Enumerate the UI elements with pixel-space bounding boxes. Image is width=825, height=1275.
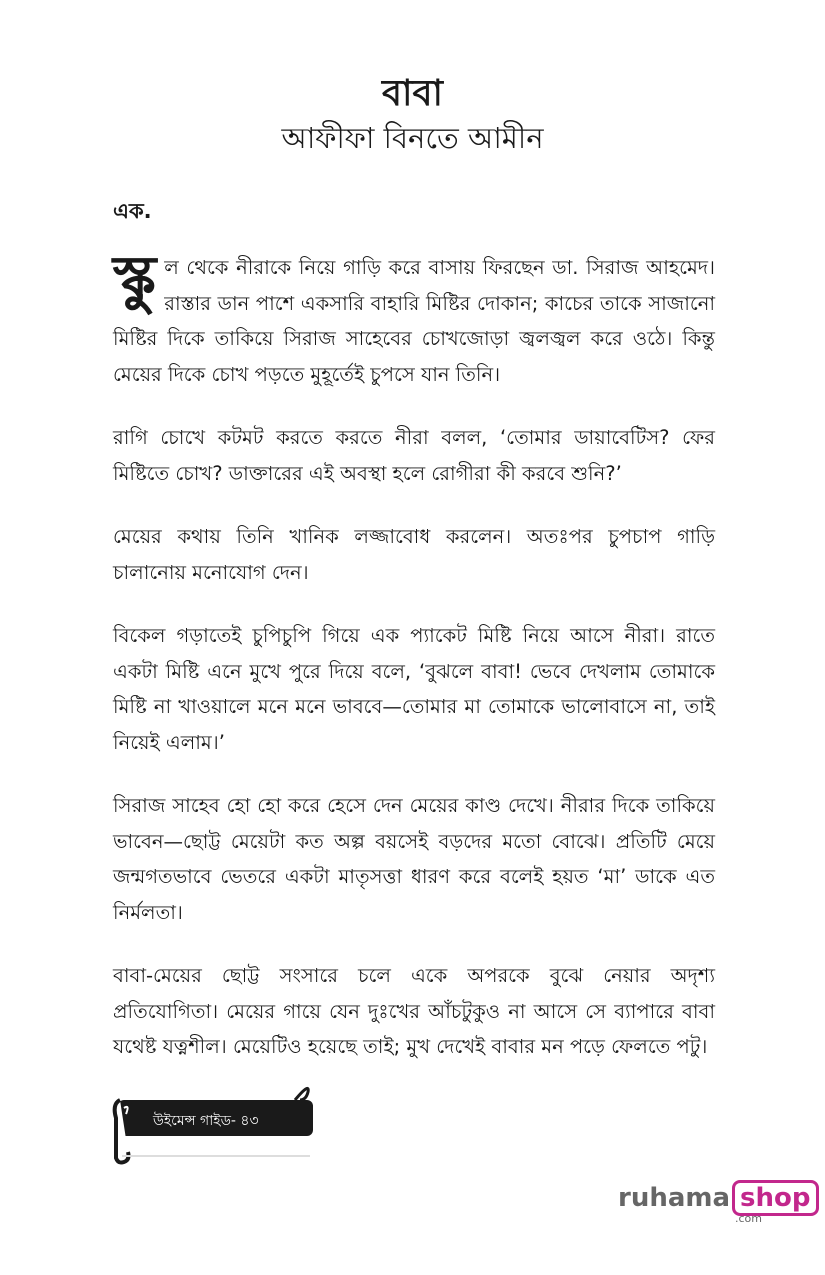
logo-text-shop: shop [732,1180,818,1216]
paragraph-3: মেয়ের কথায় তিনি খানিক লজ্জাবোধ করলেন। অতঃপর চুপচাপ গাড়ি চালানোয় মনোযোগ দেন। [113,525,715,584]
paragraph-4: বিকেল গড়াতেই চুপিচুপি গিয়ে এক প্যাকেট মিষ্টি নিয়ে আসে নীরা। রাতে একটা মিষ্টি এনে মুখে পুরে দিয়ে বলে, ‘বুঝলে বাবা! ভেবে দেখলাম তোমাকে মিষ্টি না খাওয়ালে মনে মনে ভাববে—তোমার মা তোমাকে ভালোবাসে না, তাই নিয়েই এলাম।’ [113,624,715,754]
ruhamashop-logo [618,1180,819,1220]
paragraph-5: সিরাজ সাহেব হো হো করে হেসে দেন মেয়ের কাণ্ড দেখে। নীরার দিকে তাকিয়ে ভাবেন—ছোট্ট মেয়েটা কত অল্প বয়সেই বড়দের মতো বোঝে। প্রতিটি মেয়ে জন্মগতভাবে ভেতরে একটা মাতৃসত্তা ধারণ করে বলেই হয়ত ‘মা’ ডাকে এত নির্মলতা। [113,794,715,924]
paragraph-2: রাগি চোখে কটমট করতে করতে নীরা বলল, ‘তোমার ডায়াবেটিস? ফের মিষ্টিতে চোখ? ডাক্তারের এই অবস্থা হলে রোগীরা কী করবে শুনি?’ [113,426,715,485]
drop-cap: স্কু [113,243,157,313]
logo-text-ruhama: ruhama [618,1183,731,1213]
footer-page-label: উইমেন্স গাইড- ৪৩ [153,1113,259,1129]
chapter-title: বাবা [382,73,443,114]
paragraph-6: বাবা-মেয়ের ছোট্ট সংসারে চলে একে অপরকে বুঝে নেয়ার অদৃশ্য প্রতিযোগিতা। মেয়ের গায়ে যেন দুঃখের আঁচটুকুও না আসে সে ব্যাপারে বাবা যথেষ্ট যত্নশীল। মেয়েটিও হয়েছে তাই; মুখ দেখেই বাবার মন পড়ে ফেলতে পটু। [113,964,715,1058]
section-heading: এক. [113,199,152,223]
story-body [113,243,715,1093]
author-name: আফীফা বিনতে আমীন [281,121,544,155]
logo-subtext: .com [735,1212,762,1225]
paragraph-1 [113,243,715,392]
paragraph-1-text: ল থেকে নীরাকে নিয়ে গাড়ি করে বাসায় ফিরছেন ডা. সিরাজ আহমেদ। রাস্তার ডান পাশে একসারি বাহারি মিষ্টির দোকান; কাচের তাকে সাজানো মিষ্টির দিকে তাকিয়ে সিরাজ সাহেবের চোখজোড়া জ্বলজ্বল করে ওঠে। কিন্তু মেয়ের দিকে চোখ পড়তে মুহূর্তেই চুপসে যান তিনি। [113,256,715,386]
